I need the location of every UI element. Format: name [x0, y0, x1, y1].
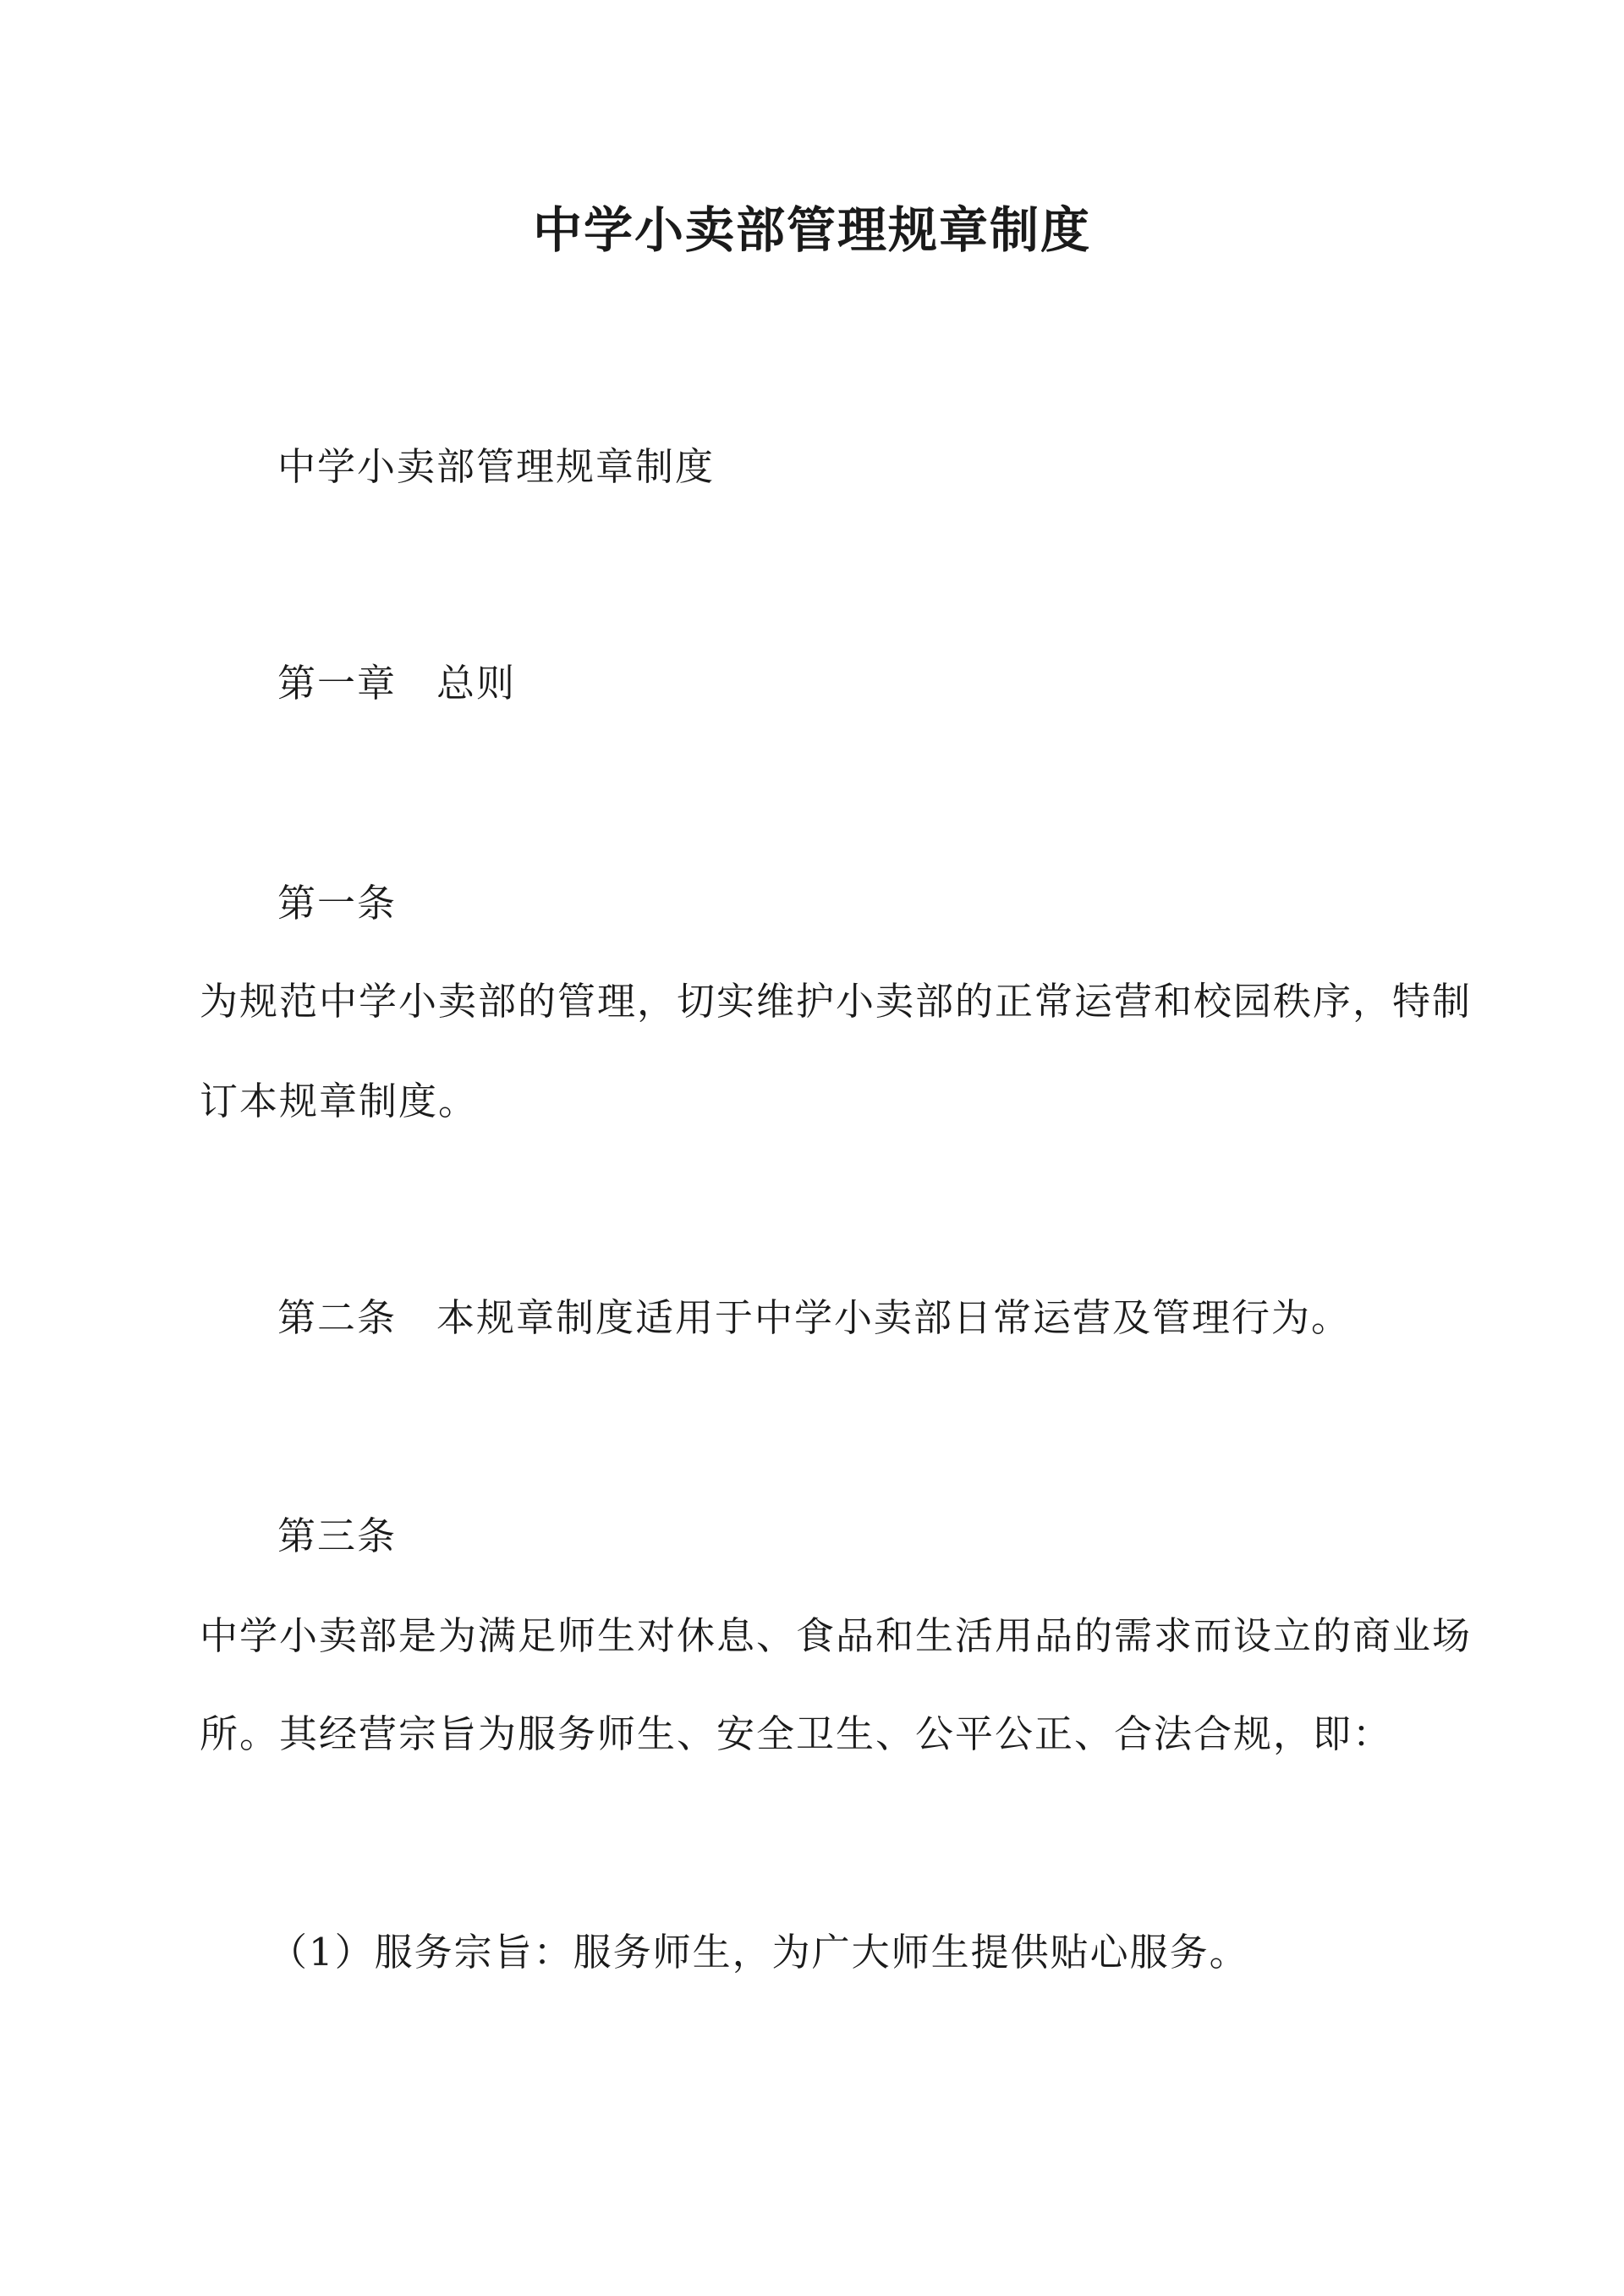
- article-1-text-line1: 为规范中学小卖部的管理，切实维护小卖部的正常运营和校园秩序，特制: [200, 979, 1473, 1024]
- article-3-text-line2: 所。其经营宗旨为服务师生、安全卫生、公平公正、合法合规，即：: [200, 1711, 1393, 1756]
- document-title: 中学小卖部管理规章制度: [532, 201, 1091, 259]
- article-1-text-line2: 订本规章制度。: [200, 1079, 479, 1123]
- article-3-label: 第三条: [277, 1513, 398, 1558]
- article-1-label: 第一条: [277, 881, 398, 926]
- article-3-text-line1: 中学小卖部是为满足师生对休息、食品和生活用品的需求而设立的商业场: [200, 1613, 1473, 1658]
- article-2: 第二条 本规章制度适用于中学小卖部日常运营及管理行为。: [277, 1295, 1352, 1340]
- list-item-1: （1）服务宗旨：服务师生，为广大师生提供贴心服务。: [269, 1930, 1249, 1975]
- chapter-heading: 第一章 总则: [277, 661, 517, 706]
- document-subtitle: 中学小卖部管理规章制度: [277, 444, 716, 489]
